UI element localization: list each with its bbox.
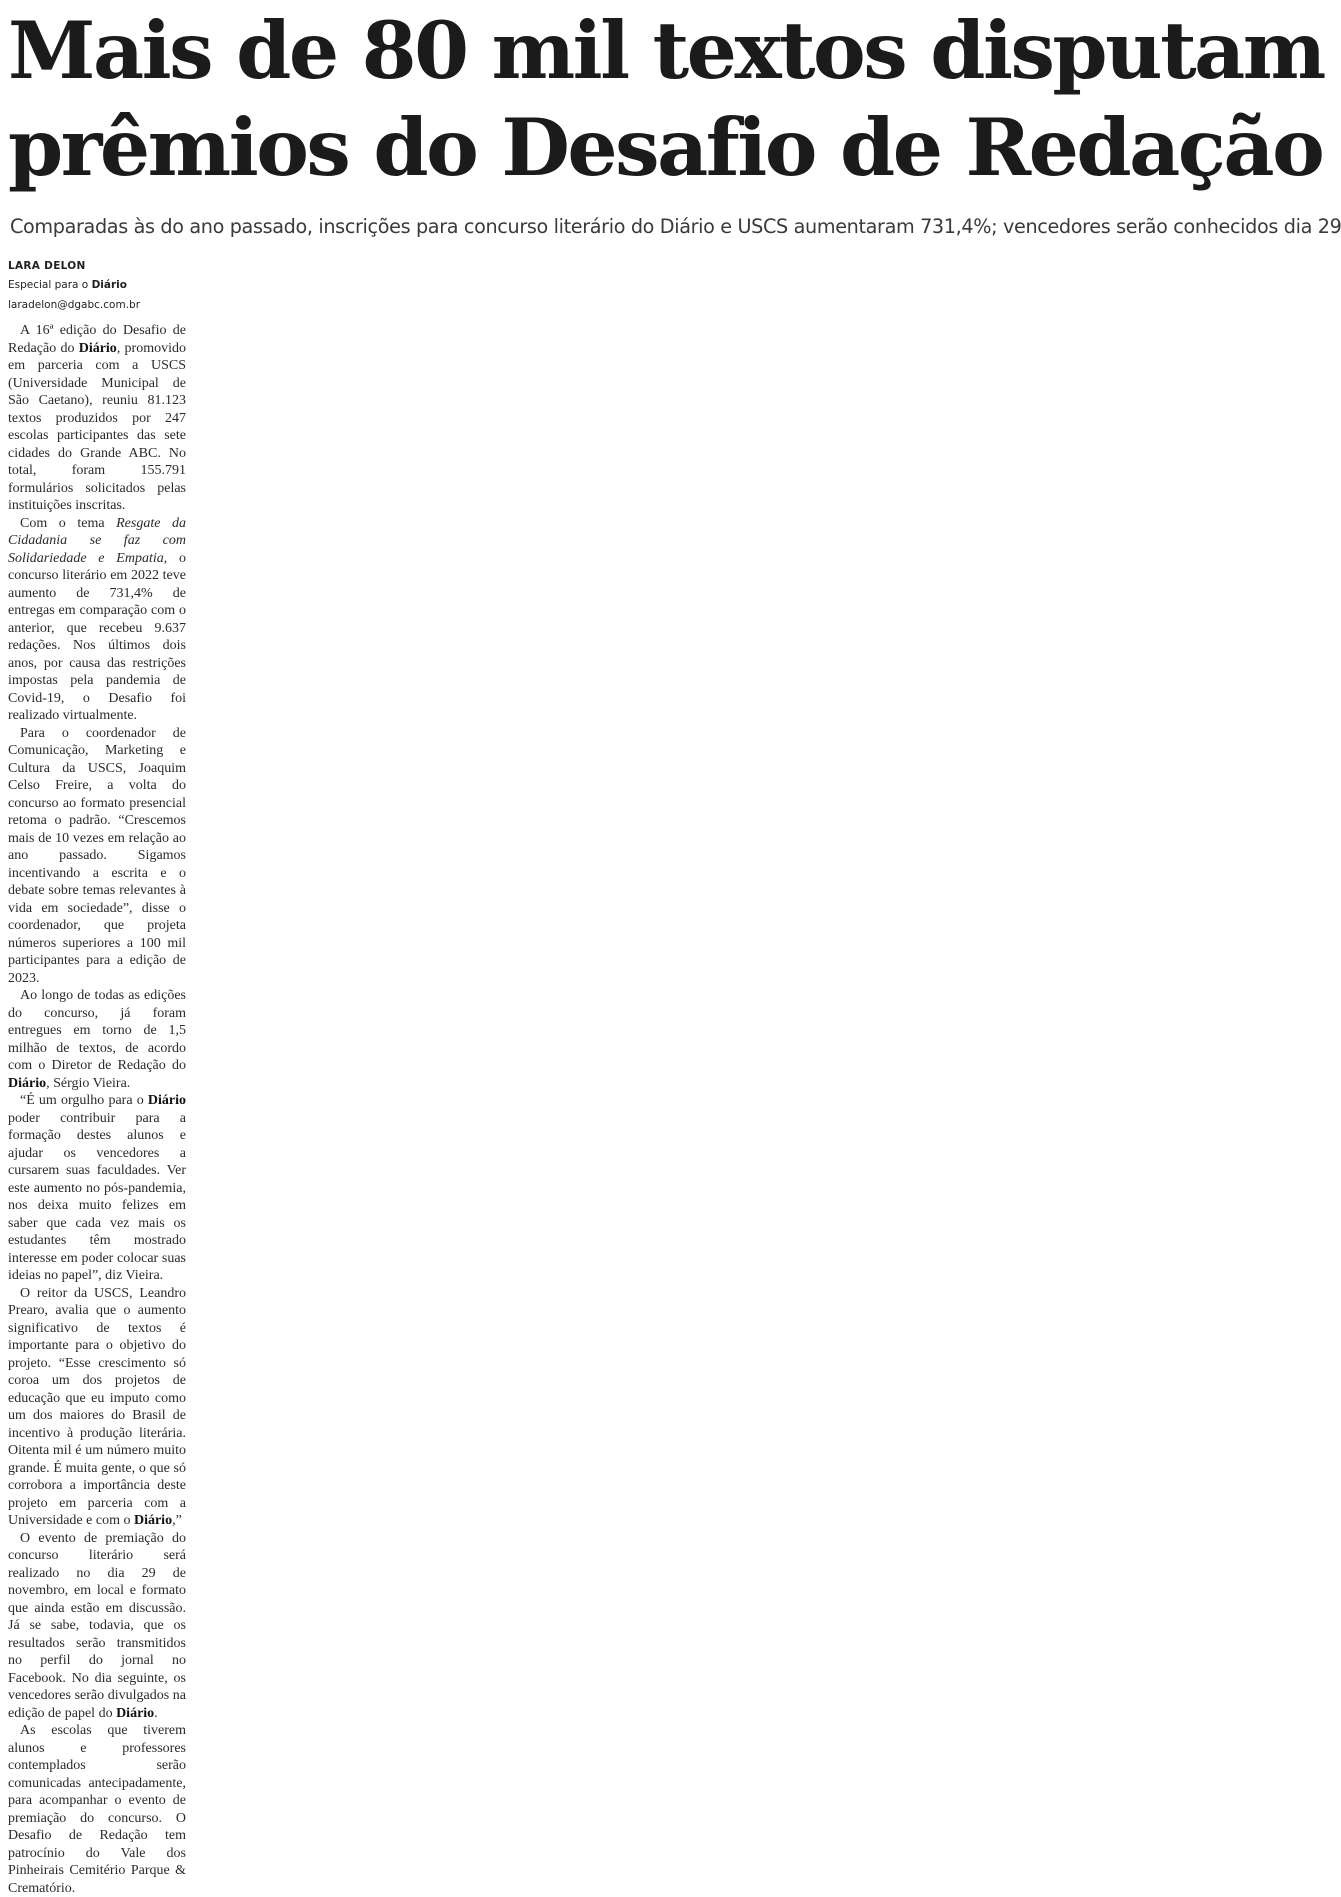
body-text: , Sérgio Vieira.	[46, 1075, 131, 1091]
body-paragraph-6	[8, 1285, 186, 1530]
body-text: , promovido em parceria com a USCS (Universidade Municipal de São Caetano), reuniu 81.123 textos produzidos por 247 escolas participantes das sete cidades do Grande ABC. No total, foram 155.791 formulários solicitados pelas instituições inscritas.	[8, 340, 186, 513]
body-paragraph-1	[8, 322, 186, 515]
headline-line-2: prêmios do Desafio de Redação	[8, 101, 1323, 194]
body-bold: Diário	[8, 1075, 47, 1091]
body-text: A 16ª edição do Desafio de Redação do	[8, 323, 186, 356]
byline-role-outlet: Diário	[91, 279, 127, 291]
headline	[8, 2, 1324, 196]
body-text: ,”	[172, 1513, 182, 1528]
body-bold: Diário	[78, 340, 117, 356]
body-text: .	[154, 1705, 158, 1721]
body-italic: Resgate da Cidadania se faz com Solidariedade e Empatia	[8, 515, 187, 566]
article-body	[8, 322, 186, 1897]
byline-role-prefix: Especial para o	[8, 279, 89, 291]
body-paragraph-4	[8, 987, 186, 1092]
body-text: Com o tema	[20, 515, 105, 531]
body-paragraph-8: As escolas que tiverem alunos e professores contemplados serão comunicadas antecipadamente, para acompanhar o evento de premiação do concurso. O Desafio de Redação tem patrocínio do Vale dos Pinheirais Cemitério Parque & Crematório.	[8, 1723, 186, 1896]
body-paragraph-2	[8, 515, 186, 725]
body-text: O reitor da USCS, Leandro Prearo, avalia que o aumento significativo de textos é importante para o objetivo do projeto. “Esse crescimento só coroa um dos projetos de educação que eu imputo como um dos maiores do Brasil de incentivo à produção literária. Oitenta mil é um número muito grande. É muita gente, o que só corrobora a importância deste projeto em parceria com a Universidade e com o	[8, 1285, 186, 1528]
body-text: “É um orgulho para o	[20, 1093, 144, 1108]
body-bold: Diário	[116, 1705, 155, 1721]
body-paragraph-5	[8, 1092, 186, 1285]
byline-role	[8, 274, 140, 296]
byline	[8, 258, 140, 314]
body-bold: Diário	[133, 1513, 173, 1528]
body-text: Ao longo de todas as edições do concurso, já foram entregues em torno de 1,5 milhão de textos, de acordo com o Diretor de Redação do	[8, 988, 186, 1073]
deck-subtitle: Comparadas às do ano passado, inscrições para concurso literário do Diário e USCS aumentaram 731,4%; vencedores serão conhecidos dia 29	[10, 215, 1341, 238]
byline-email: laradelon@dgabc.com.br	[8, 299, 141, 311]
body-bold: Diário	[147, 1093, 187, 1108]
body-paragraph-7	[8, 1530, 186, 1723]
byline-author: LARA DELON	[8, 260, 86, 272]
body-text: O evento de premiação do concurso literário será realizado no dia 29 de novembro, em local e formato que ainda estão em discussão. Já se sabe, todavia, que os resultados serão transmitidos no perfil do jornal no Facebook. No dia seguinte, os vencedores serão divulgados na edição de papel do	[8, 1530, 186, 1721]
headline-line-1: Mais de 80 mil textos disputam	[8, 4, 1324, 97]
body-paragraph-3: Para o coordenador de Comunicação, Marketing e Cultura da USCS, Joaquim Celso Freire, a volta do concurso ao formato presencial retoma o padrão. “Crescemos mais de 10 vezes em relação ao ano passado. Sigamos incentivando a escrita e o debate sobre temas relevantes à vida em sociedade”, disse o coordenador, que projeta números superiores a 100 mil participantes para a edição de 2023.	[8, 725, 186, 986]
body-text: , o concurso literário em 2022 teve aumento de 731,4% de entregas em comparação com o anterior, que recebeu 9.637 redações. Nos últimos dois anos, por causa das restrições impostas pela pandemia de Covid-19, o Desafio foi realizado virtualmente.	[8, 550, 186, 723]
body-text: poder contribuir para a formação destes alunos e ajudar os vencedores a cursarem suas faculdades. Ver este aumento no pós-pandemia, nos deixa muito felizes em saber que cada vez mais os estudantes têm mostrado interesse em poder colocar suas ideias no papel”, diz Vieira.	[8, 1110, 186, 1283]
